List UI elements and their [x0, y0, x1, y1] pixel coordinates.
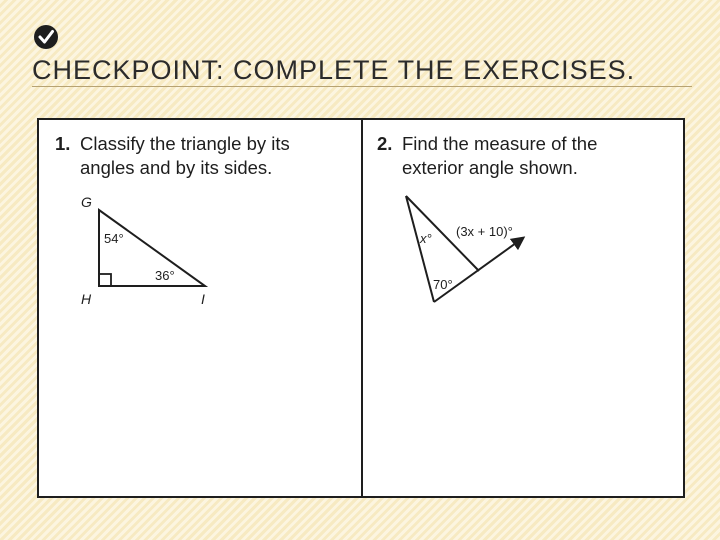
triangle-ghi-figure	[77, 192, 217, 312]
exercise-1-text: Classify the triangle by its	[80, 133, 290, 154]
triangle-side-left	[406, 196, 434, 302]
angle-label-bottom: 70°	[433, 277, 453, 292]
angle-label-g: 54°	[104, 231, 124, 246]
check-icon	[33, 24, 59, 50]
title-divider	[32, 86, 692, 87]
exercise-2-number: 2.	[377, 133, 393, 154]
vertex-label-g: G	[81, 194, 92, 210]
angle-label-top: x°	[420, 231, 432, 246]
angle-label-i: 36°	[155, 268, 175, 283]
slide-title: CHECKPOINT: COMPLETE THE EXERCISES.	[32, 55, 636, 85]
exercise-2	[377, 132, 677, 180]
column-divider	[361, 120, 363, 496]
exercise-2-text: Find the measure of the	[402, 133, 598, 154]
exercise-2-line1	[377, 132, 677, 156]
vertex-label-h: H	[81, 291, 92, 307]
exterior-angle-label: (3x + 10)°	[456, 224, 513, 239]
exercise-1-number: 1.	[55, 133, 71, 154]
extended-side-ray	[434, 238, 523, 302]
exercise-2-line2: exterior angle shown.	[402, 157, 578, 178]
triangle-ghi	[99, 210, 205, 286]
exterior-angle-figure	[401, 190, 541, 310]
exercise-1-line1	[55, 132, 350, 156]
right-angle-mark	[99, 274, 111, 286]
exercise-panel	[37, 118, 685, 498]
exercise-1	[55, 132, 350, 180]
vertex-label-i: I	[201, 291, 205, 307]
exercise-1-line2: angles and by its sides.	[80, 157, 273, 178]
